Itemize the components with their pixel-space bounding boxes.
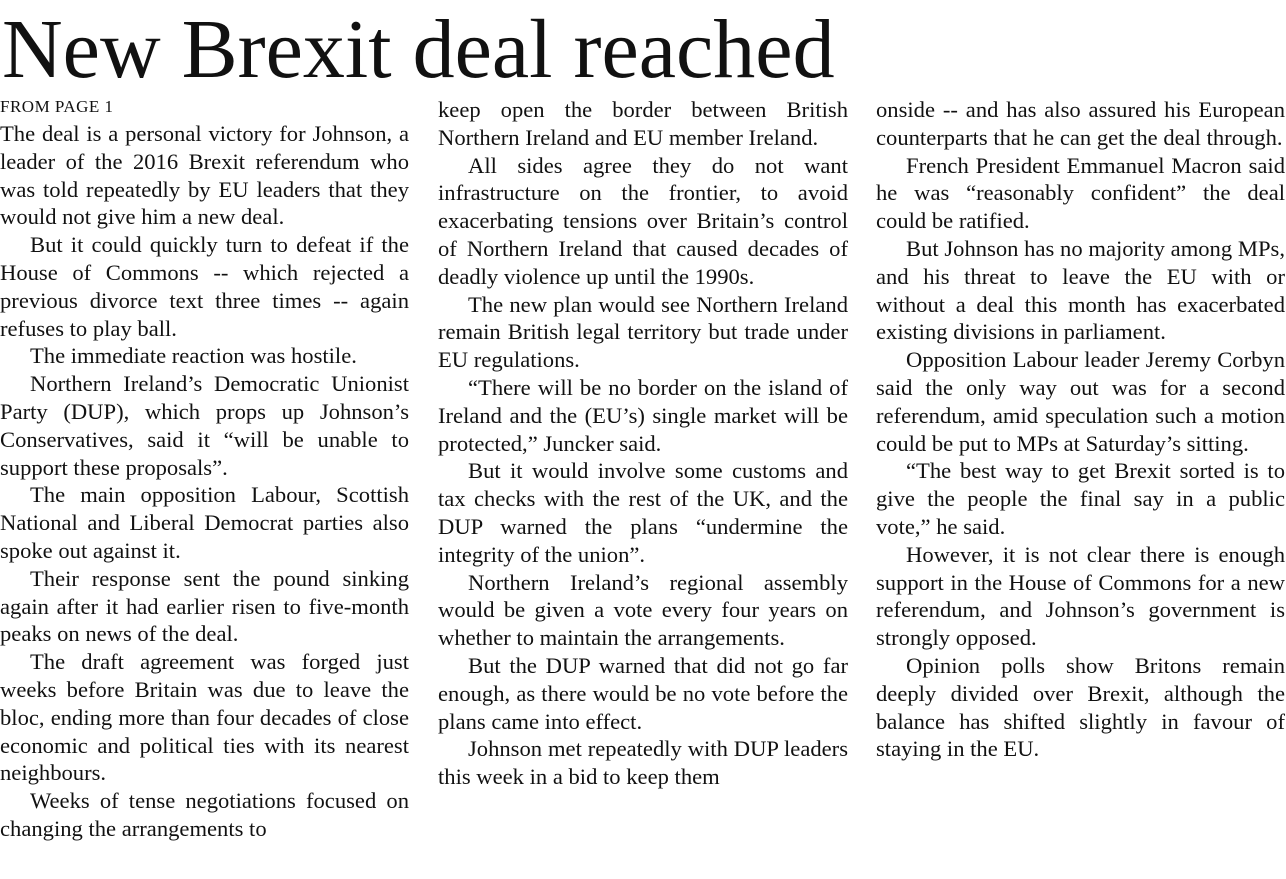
paragraph: However, it is not clear there is enough support in the House of Commons for a new referendum, and Johnson’s government is strongly opposed.	[876, 541, 1285, 651]
paragraph: Northern Ireland’s Democratic Unionist Party (DUP), which props up Johnson’s Conservatives, said it “will be unable to support these proposals”.	[0, 371, 409, 480]
paragraph: The main opposition Labour, Scottish National and Liberal Democrat parties also spoke out against it.	[0, 482, 409, 563]
paragraph: French President Emmanuel Macron said he was “reasonably confident” the deal could be ratified.	[876, 152, 1285, 234]
paragraph: But it could quickly turn to defeat if the House of Commons -- which rejected a previous divorce text three times -- again refuses to play ball.	[0, 232, 409, 341]
article-column-1	[0, 96, 409, 843]
paragraph: All sides agree they do not want infrastructure on the frontier, to avoid exacerbating tensions over Britain’s control of Northern Ireland that caused decades of deadly violence up until the 1990s.	[438, 152, 848, 289]
paragraph: Opinion polls show Britons remain deeply divided over Brexit, although the balance has shifted slightly in favour of staying in the EU.	[876, 652, 1285, 762]
paragraph: onside -- and has also assured his European counterparts that he can get the deal through.	[876, 97, 1285, 150]
paragraph: Johnson met repeatedly with DUP leaders this week in a bid to keep them	[438, 736, 848, 790]
paragraph: Opposition Labour leader Jeremy Corbyn said the only way out was for a second referendum, amid speculation such a motion could be put to MPs at Saturday’s sitting.	[876, 347, 1285, 456]
paragraph: The immediate reaction was hostile.	[30, 343, 357, 369]
paragraph: Their response sent the pound sinking again after it had earlier risen to five-month peaks on news of the deal.	[0, 565, 409, 647]
paragraph: But it would involve some customs and tax checks with the rest of the UK, and the DUP warned the plans “undermine the integrity of the union”.	[438, 458, 848, 567]
article-column-3	[876, 96, 1285, 763]
headline: New Brexit deal reached	[2, 3, 835, 96]
paragraph: Weeks of tense negotiations focused on changing the arrangements to	[0, 788, 409, 841]
paragraph: But the DUP warned that did not go far enough, as there would be no vote before the plans came into effect.	[438, 652, 848, 734]
paragraph: “There will be no border on the island of Ireland and the (EU’s) single market will be protected,” Juncker said.	[438, 374, 848, 456]
article-column-2	[438, 96, 848, 791]
paragraph: But Johnson has no majority among MPs, and his threat to leave the EU with or without a deal this month has exacerbated existing divisions in parliament.	[876, 235, 1285, 345]
paragraph: “The best way to get Brexit sorted is to give the people the final say in a public vote,” he said.	[876, 458, 1285, 539]
paragraph: The new plan would see Northern Ireland remain British legal territory but trade under EU regulations.	[438, 291, 848, 373]
paragraph: keep open the border between British Northern Ireland and EU member Ireland.	[438, 97, 848, 150]
paragraph: Northern Ireland’s regional assembly would be given a vote every four years on whether to maintain the arrangements.	[438, 569, 848, 651]
paragraph: The deal is a personal victory for Johnson, a leader of the 2016 Brexit referendum who was told repeatedly by EU leaders that they would not give him a new deal.	[0, 121, 409, 230]
paragraph: The draft agreement was forged just weeks before Britain was due to leave the bloc, ending more than four decades of close economic and political ties with its nearest neighbours.	[0, 649, 409, 786]
continuation-kicker: FROM PAGE 1	[0, 97, 114, 116]
